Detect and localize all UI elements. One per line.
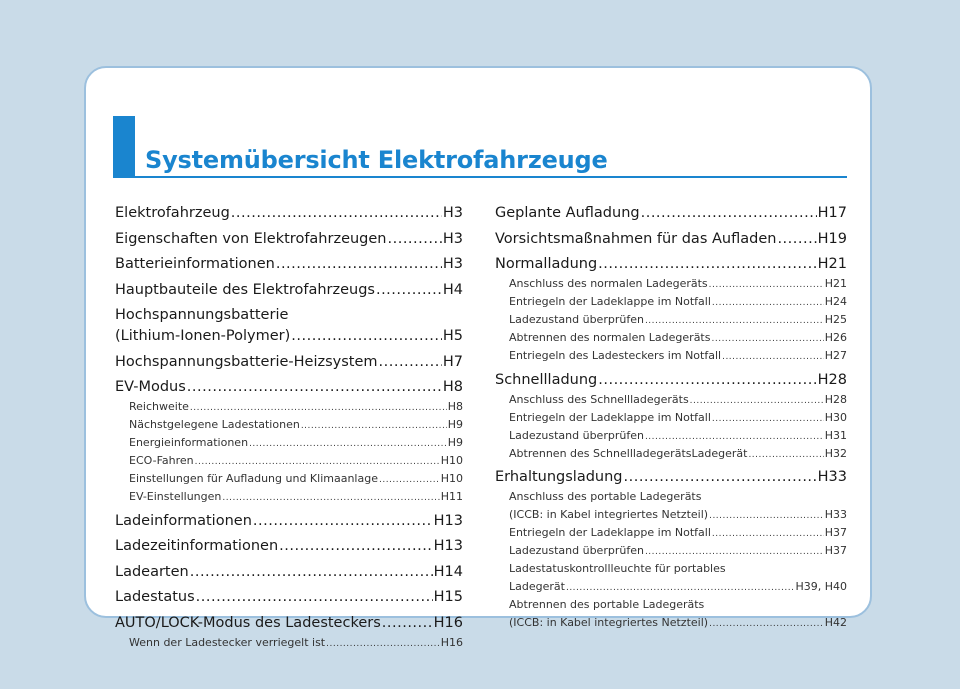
toc-entry-label: Eigenschaften von Elektrofahrzeugen xyxy=(115,230,387,247)
toc-entry-label: Entriegeln des Ladesteckers im Notfall xyxy=(509,349,722,362)
toc-subentry[interactable] xyxy=(495,524,847,542)
toc-entry-page: H8 xyxy=(447,400,463,413)
toc-entry-page: H28 xyxy=(817,371,847,388)
toc-entry-label: Ladestatus xyxy=(115,589,195,605)
toc-entry[interactable] xyxy=(495,254,847,275)
toc-entry-label: Ladezeitinformationen xyxy=(115,538,279,554)
toc-subentry[interactable] xyxy=(115,434,463,452)
toc-entry-page: H25 xyxy=(824,313,847,326)
toc-entry-page: H30 xyxy=(824,410,847,424)
toc-entry-page: H27 xyxy=(824,349,847,362)
toc-entry[interactable] xyxy=(115,377,463,398)
toc-subentry[interactable] xyxy=(495,347,847,365)
toc-subentry[interactable] xyxy=(495,311,847,329)
toc-entry-page: H16 xyxy=(440,635,463,649)
toc-entry-label: Normalladung xyxy=(495,256,598,272)
toc-entry-label: Abtrennen des SchnellladegerätsLadegerät xyxy=(509,446,748,460)
toc-subentry[interactable] xyxy=(495,409,847,427)
toc-entry-label: ECO-Fahren xyxy=(129,454,194,467)
toc-entry-label: (Lithium-Ionen-Polymer) xyxy=(115,328,291,344)
toc-entry-label-line1[interactable]: Ladestatuskontrollleuchte für portables xyxy=(509,562,726,575)
toc-entry-page: H42 xyxy=(824,616,847,629)
toc-entry-label: Elektrofahrzeug xyxy=(115,205,230,221)
toc-entry-label: Einstellungen für Aufladung und Klimaanlage xyxy=(129,472,378,485)
toc-subentry[interactable] xyxy=(495,275,847,293)
toc-entry[interactable] xyxy=(495,370,847,391)
toc-entry-label: Schnellladung xyxy=(495,371,598,388)
toc-entry-page: H24 xyxy=(824,295,847,308)
toc-entry-label: Wenn der Ladestecker verriegelt ist xyxy=(129,635,326,649)
toc-right-column xyxy=(495,203,847,632)
toc-entry-page: H14 xyxy=(433,563,463,580)
toc-entry-page: H32 xyxy=(824,446,847,460)
toc-entry[interactable] xyxy=(115,613,463,634)
toc-entry[interactable] xyxy=(115,536,463,557)
toc-subentry[interactable] xyxy=(115,452,463,470)
toc-entry-page: H10 xyxy=(440,454,463,467)
toc-entry-page: H9 xyxy=(447,418,463,431)
toc-entry[interactable] xyxy=(115,511,463,532)
toc-entry-page: H31 xyxy=(824,428,847,442)
toc-entry-label: EV-Modus xyxy=(115,379,186,395)
toc-entry-label: Entriegeln der Ladeklappe im Notfall xyxy=(509,526,711,539)
toc-entry-page: H37 xyxy=(824,526,847,539)
toc-entry-label-line1[interactable]: Anschluss des portable Ladegeräts xyxy=(509,490,702,503)
toc-subentry[interactable] xyxy=(495,506,847,524)
toc-entry[interactable] xyxy=(115,254,463,275)
toc-entry-label: (ICCB: in Kabel integriertes Netzteil) xyxy=(509,616,709,629)
toc-entry[interactable] xyxy=(495,203,847,224)
toc-entry-page: H19 xyxy=(817,230,847,247)
toc-entry-label: Anschluss des normalen Ladegeräts xyxy=(509,277,708,290)
toc-entry-page: H7 xyxy=(442,353,463,370)
toc-entry[interactable] xyxy=(115,326,463,347)
toc-entry-label: Anschluss des Schnellladegeräts xyxy=(509,392,689,406)
toc-entry[interactable] xyxy=(115,352,463,373)
toc-entry-label: Reichweite xyxy=(129,400,189,413)
toc-entry-label: Nächstgelegene Ladestationen xyxy=(129,418,300,431)
title-underline xyxy=(135,176,847,178)
toc-entry-label: (ICCB: in Kabel integriertes Netzteil) xyxy=(509,508,709,521)
toc-entry-page: H3 xyxy=(442,256,463,272)
toc-entry-label: Energieinformationen xyxy=(129,436,249,449)
toc-entry-page: H26 xyxy=(824,331,847,344)
toc-entry-label: Hochspannungsbatterie-Heizsystem xyxy=(115,353,378,370)
toc-entry-page: H10 xyxy=(440,472,463,485)
toc-subentry[interactable] xyxy=(495,578,847,596)
toc-entry-label-line1[interactable]: Hochspannungsbatterie xyxy=(115,307,289,323)
toc-entry-page: H15 xyxy=(433,589,463,605)
toc-entry-label: Ladegerät xyxy=(509,580,565,593)
toc-entry-label: Erhaltungsladung xyxy=(495,469,623,485)
toc-entry-page: H17 xyxy=(817,205,847,221)
toc-entry-label: Ladezustand überprüfen xyxy=(509,544,644,557)
toc-entry-label: Ladezustand überprüfen xyxy=(509,313,644,326)
toc-entry-page: H39, H40 xyxy=(795,580,847,593)
toc-subentry[interactable] xyxy=(495,542,847,560)
toc-left-column xyxy=(115,203,463,652)
toc-entry-label: Entriegeln der Ladeklappe im Notfall xyxy=(509,295,711,308)
toc-entry[interactable] xyxy=(115,203,463,224)
toc-entry-page: H21 xyxy=(817,256,847,272)
toc-entry-label: Ladearten xyxy=(115,563,189,580)
toc-entry-page: H21 xyxy=(824,277,847,290)
title-accent-bar xyxy=(113,116,135,178)
toc-entry-label: Hauptbauteile des Elektrofahrzeugs xyxy=(115,281,375,298)
toc-entry-label: EV-Einstellungen xyxy=(129,490,222,503)
toc-entry-label-line1[interactable]: Abtrennen des portable Ladegeräts xyxy=(509,598,705,611)
toc-entry-page: H5 xyxy=(442,328,463,344)
toc-entry-page: H4 xyxy=(442,281,463,298)
toc-entry[interactable] xyxy=(115,562,463,583)
toc-entry-page: H3 xyxy=(442,205,463,221)
toc-subentry[interactable] xyxy=(115,416,463,434)
toc-entry-page: H9 xyxy=(447,436,463,449)
toc-entry-page: H13 xyxy=(433,538,463,554)
toc-entry-page: H33 xyxy=(817,469,847,485)
toc-entry-page: H11 xyxy=(440,490,463,503)
toc-entry-label: Abtrennen des normalen Ladegeräts xyxy=(509,331,711,344)
toc-entry[interactable] xyxy=(495,467,847,488)
toc-subentry[interactable] xyxy=(115,470,463,488)
toc-entry-label: Ladeinformationen xyxy=(115,512,252,529)
toc-subentry[interactable] xyxy=(115,488,463,506)
toc-subentry[interactable] xyxy=(495,293,847,311)
toc-entry-page: H8 xyxy=(442,379,463,395)
toc-entry-label: Batterieinformationen xyxy=(115,256,275,272)
toc-entry-page: H13 xyxy=(433,512,463,529)
toc-entry-page: H33 xyxy=(824,508,847,521)
toc-subentry[interactable] xyxy=(495,391,847,409)
toc-subentry[interactable] xyxy=(495,427,847,445)
toc-subentry[interactable] xyxy=(495,614,847,632)
toc-entry-page: H37 xyxy=(824,544,847,557)
toc-entry[interactable] xyxy=(115,229,463,250)
toc-entry-label: Entriegeln der Ladeklappe im Notfall xyxy=(509,410,711,424)
toc-entry-label: Ladezustand überprüfen xyxy=(509,428,644,442)
toc-entry-page: H28 xyxy=(824,392,847,406)
toc-entry-label: Vorsichtsmaßnahmen für das Aufladen xyxy=(495,230,777,247)
toc-entry-label: Geplante Aufladung xyxy=(495,205,640,221)
toc-entry[interactable] xyxy=(115,280,463,301)
toc-entry[interactable] xyxy=(495,229,847,250)
toc-entry[interactable] xyxy=(115,587,463,608)
toc-subentry[interactable] xyxy=(495,445,847,463)
toc-entry-label: AUTO/LOCK-Modus des Ladesteckers xyxy=(115,614,381,631)
toc-subentry[interactable] xyxy=(495,329,847,347)
toc-entry-page: H3 xyxy=(442,230,463,247)
toc-subentry[interactable] xyxy=(115,398,463,416)
toc-subentry[interactable] xyxy=(115,634,463,652)
page-title: Systemübersicht Elektrofahrzeuge xyxy=(145,146,608,174)
toc-entry-page: H16 xyxy=(433,614,463,631)
